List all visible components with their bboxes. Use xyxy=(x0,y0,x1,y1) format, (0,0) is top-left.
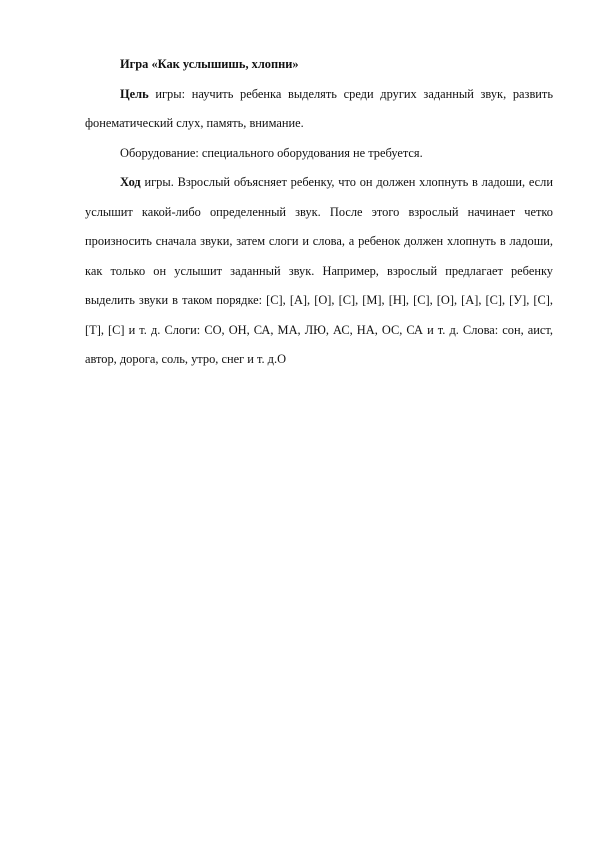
goal-paragraph xyxy=(85,80,553,139)
document-page xyxy=(85,50,553,375)
goal-text: игры: научить ребенка выделять среди других заданный звук, развить фонематический слух, память, внимание. xyxy=(85,86,553,130)
procedure-paragraph xyxy=(85,168,553,375)
goal-label: Цель xyxy=(120,86,149,101)
procedure-label: Ход xyxy=(120,175,141,189)
procedure-text: игры. Взрослый объясняет ребенку, что он должен хлопнуть в ладоши, если услышит какой-либо определенный звук. После этого взрослый начинает четко произносить сначала звуки, затем слоги и слова, а ребенок должен хлопнуть в ладоши, как только он услышит заданный звук. Например, взрослый предлагает ребенку выделить звуки в таком порядке: [С], [А], [О], [С], [М], [Н], [С], [О], [А], [С], [У], [С], [Т], [С] и т. д. Слоги: СО, ОН, СА, МА, ЛЮ, АС, НА, ОС, СА и т. д. Слова: сон, аист, автор, дорога, соль, утро, снег и т. д.О xyxy=(85,175,553,366)
equipment-paragraph xyxy=(85,139,553,169)
equipment-text: Оборудование: специального оборудования не требуется. xyxy=(120,145,423,160)
game-title: Игра «Как услышишь, хлопни» xyxy=(120,57,299,71)
